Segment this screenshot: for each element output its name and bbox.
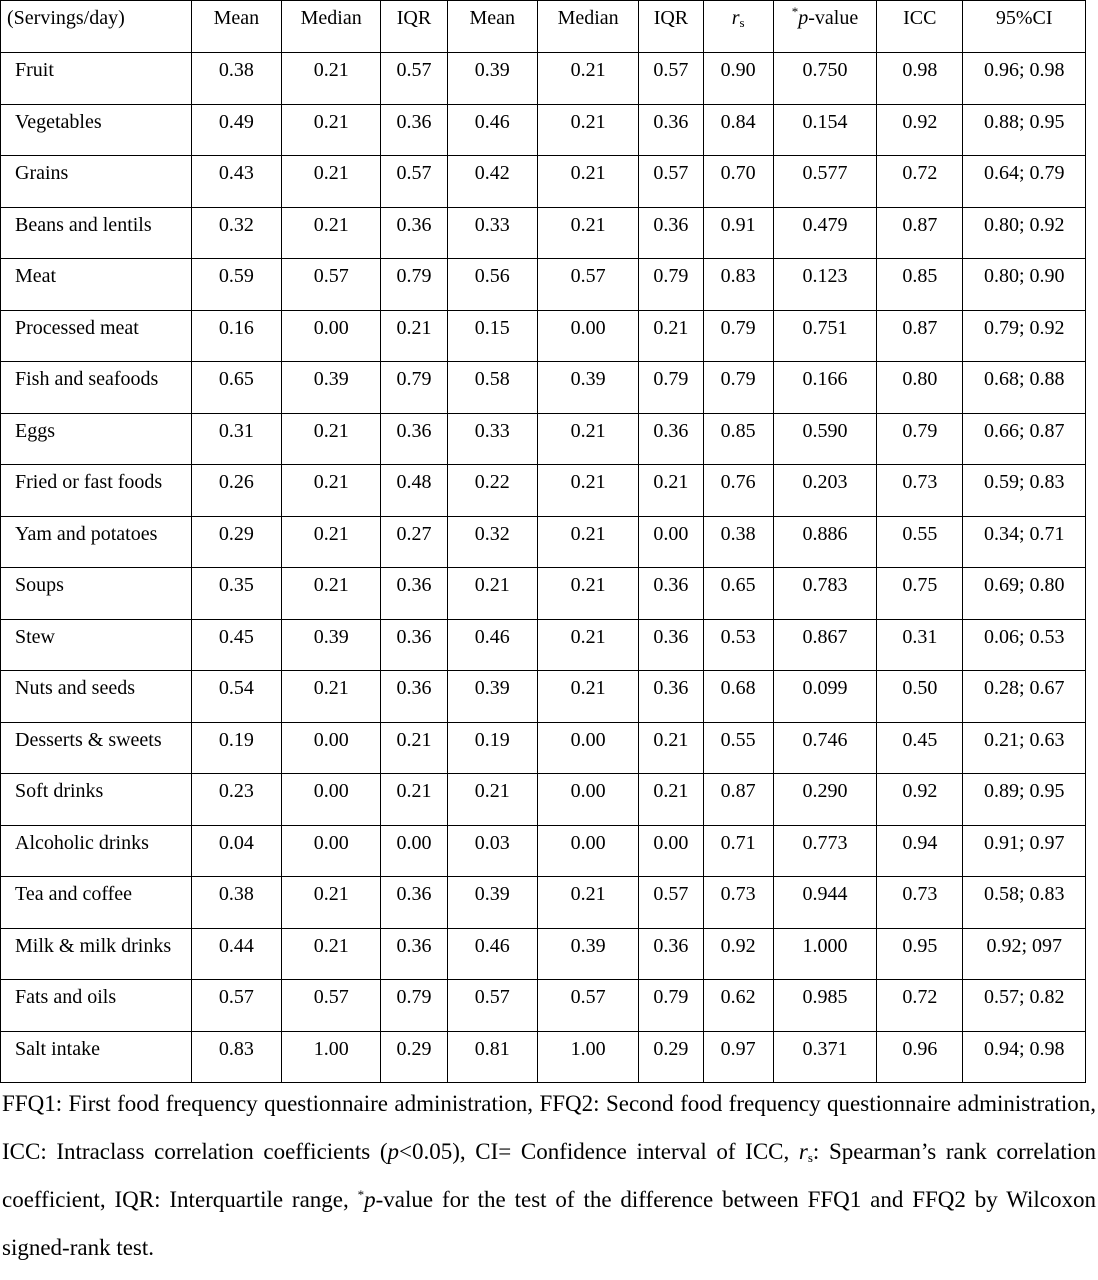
- iqr-ffq2-cell: 0.36: [639, 671, 703, 723]
- ci-95-cell: 0.69; 0.80: [963, 568, 1086, 620]
- table-row: [1, 156, 1086, 208]
- table-row: [1, 825, 1086, 877]
- spearman-rs-cell: 0.92: [703, 928, 773, 980]
- median-ffq1-cell: 0.21: [282, 568, 381, 620]
- iqr-ffq1-cell: 0.36: [381, 568, 447, 620]
- median-ffq1-cell: 0.57: [282, 980, 381, 1032]
- iqr-ffq1-cell: 0.79: [381, 980, 447, 1032]
- footnote-asterisk: *: [357, 1187, 365, 1202]
- median-ffq1-cell: 0.21: [282, 516, 381, 568]
- header-mean-ffq1: Mean: [191, 1, 281, 53]
- food-item-cell: Processed meat: [1, 310, 192, 362]
- icc-cell: 0.92: [877, 104, 963, 156]
- mean-ffq1-cell: 0.35: [191, 568, 281, 620]
- spearman-rs-cell: 0.97: [703, 1031, 773, 1083]
- table-row: [1, 413, 1086, 465]
- header-row: [1, 1, 1086, 53]
- p-value-cell: 0.479: [773, 207, 876, 259]
- median-ffq2-cell: 0.39: [537, 362, 638, 414]
- median-ffq1-cell: 0.00: [282, 310, 381, 362]
- footnote-text-1: FFQ1: First food frequency questionnaire administration, FFQ2: Second food frequency questionnaire administration, ICC: Intraclass correlation coefficients (: [2, 1091, 1096, 1164]
- p-value-suffix: -value: [808, 7, 859, 29]
- spearman-rs-cell: 0.68: [703, 671, 773, 723]
- median-ffq1-cell: 0.21: [282, 156, 381, 208]
- table-row: [1, 465, 1086, 517]
- median-ffq1-cell: 0.21: [282, 53, 381, 105]
- footnote-text-3: : Spearman’s rank correlation coefficient, IQR: Interquartile range,: [2, 1139, 1096, 1212]
- mean-ffq2-cell: 0.46: [447, 619, 537, 671]
- iqr-ffq2-cell: 0.21: [639, 465, 703, 517]
- median-ffq1-cell: 0.39: [282, 362, 381, 414]
- median-ffq2-cell: 0.21: [537, 568, 638, 620]
- iqr-ffq1-cell: 0.36: [381, 619, 447, 671]
- mean-ffq2-cell: 0.21: [447, 774, 537, 826]
- mean-ffq1-cell: 0.29: [191, 516, 281, 568]
- median-ffq2-cell: 0.00: [537, 722, 638, 774]
- iqr-ffq1-cell: 0.36: [381, 207, 447, 259]
- iqr-ffq1-cell: 0.36: [381, 928, 447, 980]
- p-value-cell: 0.590: [773, 413, 876, 465]
- icc-cell: 0.73: [877, 465, 963, 517]
- spearman-rs-cell: 0.73: [703, 877, 773, 929]
- median-ffq2-cell: 0.00: [537, 310, 638, 362]
- iqr-ffq1-cell: 0.48: [381, 465, 447, 517]
- rs-symbol: r: [731, 7, 740, 29]
- mean-ffq1-cell: 0.19: [191, 722, 281, 774]
- mean-ffq2-cell: 0.33: [447, 207, 537, 259]
- median-ffq2-cell: 0.00: [537, 825, 638, 877]
- table-row: [1, 53, 1086, 105]
- iqr-ffq2-cell: 0.36: [639, 568, 703, 620]
- food-item-cell: Tea and coffee: [1, 877, 192, 929]
- food-item-cell: Salt intake: [1, 1031, 192, 1083]
- food-item-cell: Fish and seafoods: [1, 362, 192, 414]
- icc-cell: 0.80: [877, 362, 963, 414]
- table-row: [1, 568, 1086, 620]
- iqr-ffq1-cell: 0.36: [381, 104, 447, 156]
- ci-95-cell: 0.94; 0.98: [963, 1031, 1086, 1083]
- icc-cell: 0.55: [877, 516, 963, 568]
- ci-95-cell: 0.58; 0.83: [963, 877, 1086, 929]
- spearman-rs-cell: 0.85: [703, 413, 773, 465]
- ci-95-cell: 0.80; 0.92: [963, 207, 1086, 259]
- food-item-cell: Grains: [1, 156, 192, 208]
- spearman-rs-cell: 0.62: [703, 980, 773, 1032]
- iqr-ffq1-cell: 0.27: [381, 516, 447, 568]
- food-item-cell: Vegetables: [1, 104, 192, 156]
- iqr-ffq1-cell: 0.36: [381, 413, 447, 465]
- header-icc: ICC: [877, 1, 963, 53]
- mean-ffq1-cell: 0.83: [191, 1031, 281, 1083]
- iqr-ffq2-cell: 0.36: [639, 207, 703, 259]
- median-ffq1-cell: 0.21: [282, 413, 381, 465]
- ci-95-cell: 0.28; 0.67: [963, 671, 1086, 723]
- spearman-rs-cell: 0.65: [703, 568, 773, 620]
- food-item-cell: Fats and oils: [1, 980, 192, 1032]
- spearman-rs-cell: 0.90: [703, 53, 773, 105]
- mean-ffq2-cell: 0.58: [447, 362, 537, 414]
- median-ffq2-cell: 1.00: [537, 1031, 638, 1083]
- header-median-ffq1: Median: [282, 1, 381, 53]
- table-row: [1, 1031, 1086, 1083]
- mean-ffq2-cell: 0.39: [447, 53, 537, 105]
- median-ffq2-cell: 0.21: [537, 413, 638, 465]
- mean-ffq1-cell: 0.65: [191, 362, 281, 414]
- food-item-cell: Alcoholic drinks: [1, 825, 192, 877]
- food-item-cell: Meat: [1, 259, 192, 311]
- icc-cell: 0.73: [877, 877, 963, 929]
- ci-95-cell: 0.79; 0.92: [963, 310, 1086, 362]
- iqr-ffq2-cell: 0.36: [639, 619, 703, 671]
- mean-ffq2-cell: 0.32: [447, 516, 537, 568]
- icc-cell: 0.50: [877, 671, 963, 723]
- spearman-rs-cell: 0.53: [703, 619, 773, 671]
- median-ffq2-cell: 0.57: [537, 980, 638, 1032]
- mean-ffq2-cell: 0.33: [447, 413, 537, 465]
- mean-ffq2-cell: 0.22: [447, 465, 537, 517]
- ci-95-cell: 0.92; 097: [963, 928, 1086, 980]
- header-iqr-ffq1: IQR: [381, 1, 447, 53]
- spearman-rs-cell: 0.76: [703, 465, 773, 517]
- p-value-cell: 0.371: [773, 1031, 876, 1083]
- median-ffq2-cell: 0.21: [537, 619, 638, 671]
- ci-95-cell: 0.06; 0.53: [963, 619, 1086, 671]
- iqr-ffq1-cell: 0.00: [381, 825, 447, 877]
- table-row: [1, 259, 1086, 311]
- ci-95-cell: 0.89; 0.95: [963, 774, 1086, 826]
- ci-95-cell: 0.91; 0.97: [963, 825, 1086, 877]
- icc-cell: 0.31: [877, 619, 963, 671]
- table-row: [1, 671, 1086, 723]
- food-item-cell: Eggs: [1, 413, 192, 465]
- table-row: [1, 207, 1086, 259]
- icc-cell: 0.45: [877, 722, 963, 774]
- median-ffq1-cell: 0.21: [282, 877, 381, 929]
- header-p-value: [773, 1, 876, 53]
- icc-cell: 0.72: [877, 156, 963, 208]
- median-ffq1-cell: 0.21: [282, 207, 381, 259]
- p-value-cell: 0.746: [773, 722, 876, 774]
- table-row: [1, 104, 1086, 156]
- icc-cell: 0.79: [877, 413, 963, 465]
- mean-ffq2-cell: 0.42: [447, 156, 537, 208]
- icc-cell: 0.87: [877, 207, 963, 259]
- iqr-ffq2-cell: 0.21: [639, 310, 703, 362]
- median-ffq1-cell: 0.21: [282, 928, 381, 980]
- iqr-ffq1-cell: 0.79: [381, 362, 447, 414]
- ci-95-cell: 0.57; 0.82: [963, 980, 1086, 1032]
- median-ffq2-cell: 0.21: [537, 207, 638, 259]
- food-item-cell: Soft drinks: [1, 774, 192, 826]
- table-body: [1, 53, 1086, 1083]
- iqr-ffq2-cell: 0.36: [639, 928, 703, 980]
- mean-ffq1-cell: 0.45: [191, 619, 281, 671]
- mean-ffq2-cell: 0.19: [447, 722, 537, 774]
- ci-95-cell: 0.68; 0.88: [963, 362, 1086, 414]
- mean-ffq1-cell: 0.59: [191, 259, 281, 311]
- median-ffq1-cell: 0.21: [282, 671, 381, 723]
- table-row: [1, 980, 1086, 1032]
- food-item-cell: Milk & milk drinks: [1, 928, 192, 980]
- mean-ffq2-cell: 0.46: [447, 928, 537, 980]
- iqr-ffq1-cell: 0.29: [381, 1031, 447, 1083]
- p-value-cell: 1.000: [773, 928, 876, 980]
- mean-ffq2-cell: 0.15: [447, 310, 537, 362]
- mean-ffq1-cell: 0.04: [191, 825, 281, 877]
- table-row: [1, 362, 1086, 414]
- mean-ffq2-cell: 0.39: [447, 877, 537, 929]
- header-spearman-rs: [703, 1, 773, 53]
- food-item-cell: Nuts and seeds: [1, 671, 192, 723]
- spearman-rs-cell: 0.91: [703, 207, 773, 259]
- median-ffq2-cell: 0.21: [537, 516, 638, 568]
- mean-ffq1-cell: 0.57: [191, 980, 281, 1032]
- spearman-rs-cell: 0.87: [703, 774, 773, 826]
- iqr-ffq2-cell: 0.36: [639, 104, 703, 156]
- table-footnote: [2, 1080, 1096, 1272]
- rs-subscript: s: [739, 15, 745, 30]
- p-value-cell: 0.867: [773, 619, 876, 671]
- mean-ffq1-cell: 0.54: [191, 671, 281, 723]
- mean-ffq2-cell: 0.46: [447, 104, 537, 156]
- food-item-cell: Stew: [1, 619, 192, 671]
- footnote-p-symbol: p: [387, 1139, 400, 1164]
- median-ffq1-cell: 0.39: [282, 619, 381, 671]
- ci-95-cell: 0.21; 0.63: [963, 722, 1086, 774]
- p-value-cell: 0.944: [773, 877, 876, 929]
- median-ffq1-cell: 0.00: [282, 722, 381, 774]
- icc-cell: 0.75: [877, 568, 963, 620]
- spearman-rs-cell: 0.55: [703, 722, 773, 774]
- iqr-ffq2-cell: 0.00: [639, 825, 703, 877]
- mean-ffq1-cell: 0.32: [191, 207, 281, 259]
- mean-ffq2-cell: 0.57: [447, 980, 537, 1032]
- mean-ffq1-cell: 0.38: [191, 53, 281, 105]
- icc-cell: 0.96: [877, 1031, 963, 1083]
- median-ffq2-cell: 0.21: [537, 156, 638, 208]
- median-ffq1-cell: 0.21: [282, 104, 381, 156]
- p-value-cell: 0.099: [773, 671, 876, 723]
- iqr-ffq1-cell: 0.36: [381, 671, 447, 723]
- iqr-ffq2-cell: 0.79: [639, 980, 703, 1032]
- iqr-ffq2-cell: 0.21: [639, 722, 703, 774]
- p-value-cell: 0.773: [773, 825, 876, 877]
- mean-ffq1-cell: 0.26: [191, 465, 281, 517]
- mean-ffq2-cell: 0.56: [447, 259, 537, 311]
- icc-cell: 0.87: [877, 310, 963, 362]
- p-value-cell: 0.166: [773, 362, 876, 414]
- header-median-ffq2: Median: [537, 1, 638, 53]
- iqr-ffq2-cell: 0.29: [639, 1031, 703, 1083]
- mean-ffq1-cell: 0.49: [191, 104, 281, 156]
- icc-cell: 0.98: [877, 53, 963, 105]
- mean-ffq2-cell: 0.39: [447, 671, 537, 723]
- median-ffq2-cell: 0.57: [537, 259, 638, 311]
- icc-cell: 0.85: [877, 259, 963, 311]
- mean-ffq1-cell: 0.43: [191, 156, 281, 208]
- iqr-ffq1-cell: 0.57: [381, 156, 447, 208]
- food-item-cell: Desserts & sweets: [1, 722, 192, 774]
- spearman-rs-cell: 0.71: [703, 825, 773, 877]
- icc-cell: 0.94: [877, 825, 963, 877]
- footnote-rs-symbol: r: [798, 1139, 808, 1164]
- spearman-rs-cell: 0.70: [703, 156, 773, 208]
- iqr-ffq2-cell: 0.57: [639, 53, 703, 105]
- iqr-ffq2-cell: 0.00: [639, 516, 703, 568]
- p-value-cell: 0.783: [773, 568, 876, 620]
- table-row: [1, 722, 1086, 774]
- iqr-ffq2-cell: 0.57: [639, 877, 703, 929]
- table-row: [1, 619, 1086, 671]
- p-value-cell: 0.577: [773, 156, 876, 208]
- iqr-ffq1-cell: 0.57: [381, 53, 447, 105]
- iqr-ffq1-cell: 0.21: [381, 774, 447, 826]
- icc-cell: 0.92: [877, 774, 963, 826]
- footnote-p-symbol-2: p: [364, 1187, 376, 1212]
- median-ffq2-cell: 0.00: [537, 774, 638, 826]
- spearman-rs-cell: 0.83: [703, 259, 773, 311]
- median-ffq1-cell: 0.00: [282, 774, 381, 826]
- spearman-rs-cell: 0.38: [703, 516, 773, 568]
- p-value-cell: 0.203: [773, 465, 876, 517]
- mean-ffq2-cell: 0.21: [447, 568, 537, 620]
- median-ffq2-cell: 0.21: [537, 104, 638, 156]
- header-95ci: 95%CI: [963, 1, 1086, 53]
- iqr-ffq2-cell: 0.36: [639, 413, 703, 465]
- iqr-ffq1-cell: 0.21: [381, 310, 447, 362]
- food-item-cell: Yam and potatoes: [1, 516, 192, 568]
- spearman-rs-cell: 0.79: [703, 362, 773, 414]
- median-ffq2-cell: 0.21: [537, 671, 638, 723]
- p-value-cell: 0.886: [773, 516, 876, 568]
- iqr-ffq2-cell: 0.57: [639, 156, 703, 208]
- header-mean-ffq2: Mean: [447, 1, 537, 53]
- food-item-cell: Fruit: [1, 53, 192, 105]
- median-ffq1-cell: 0.57: [282, 259, 381, 311]
- ci-95-cell: 0.34; 0.71: [963, 516, 1086, 568]
- p-value-cell: 0.123: [773, 259, 876, 311]
- mean-ffq1-cell: 0.23: [191, 774, 281, 826]
- icc-cell: 0.95: [877, 928, 963, 980]
- mean-ffq1-cell: 0.44: [191, 928, 281, 980]
- icc-cell: 0.72: [877, 980, 963, 1032]
- mean-ffq1-cell: 0.16: [191, 310, 281, 362]
- ci-95-cell: 0.96; 0.98: [963, 53, 1086, 105]
- p-value-asterisk: *: [791, 4, 799, 19]
- food-item-cell: Beans and lentils: [1, 207, 192, 259]
- spearman-rs-cell: 0.84: [703, 104, 773, 156]
- food-item-cell: Soups: [1, 568, 192, 620]
- spearman-rs-cell: 0.79: [703, 310, 773, 362]
- p-value-cell: 0.985: [773, 980, 876, 1032]
- iqr-ffq1-cell: 0.21: [381, 722, 447, 774]
- ci-95-cell: 0.64; 0.79: [963, 156, 1086, 208]
- mean-ffq1-cell: 0.31: [191, 413, 281, 465]
- median-ffq1-cell: 0.21: [282, 465, 381, 517]
- median-ffq1-cell: 1.00: [282, 1031, 381, 1083]
- iqr-ffq1-cell: 0.79: [381, 259, 447, 311]
- p-value-cell: 0.290: [773, 774, 876, 826]
- median-ffq1-cell: 0.00: [282, 825, 381, 877]
- food-item-cell: Fried or fast foods: [1, 465, 192, 517]
- table-row: [1, 516, 1086, 568]
- ci-95-cell: 0.80; 0.90: [963, 259, 1086, 311]
- p-value-cell: 0.154: [773, 104, 876, 156]
- table-row: [1, 928, 1086, 980]
- iqr-ffq2-cell: 0.79: [639, 362, 703, 414]
- mean-ffq2-cell: 0.81: [447, 1031, 537, 1083]
- p-value-cell: 0.751: [773, 310, 876, 362]
- median-ffq2-cell: 0.39: [537, 928, 638, 980]
- iqr-ffq1-cell: 0.36: [381, 877, 447, 929]
- median-ffq2-cell: 0.21: [537, 877, 638, 929]
- p-value-cell: 0.750: [773, 53, 876, 105]
- ci-95-cell: 0.88; 0.95: [963, 104, 1086, 156]
- iqr-ffq2-cell: 0.21: [639, 774, 703, 826]
- footnote-text-2: <0.05), CI= Confidence interval of ICC,: [399, 1139, 799, 1164]
- table-row: [1, 877, 1086, 929]
- mean-ffq2-cell: 0.03: [447, 825, 537, 877]
- p-symbol: p: [798, 7, 809, 29]
- ci-95-cell: 0.59; 0.83: [963, 465, 1086, 517]
- median-ffq2-cell: 0.21: [537, 53, 638, 105]
- median-ffq2-cell: 0.21: [537, 465, 638, 517]
- table-row: [1, 774, 1086, 826]
- footnote-rs-subscript: s: [807, 1150, 813, 1165]
- header-servings: (Servings/day): [1, 1, 192, 53]
- header-iqr-ffq2: IQR: [639, 1, 703, 53]
- iqr-ffq2-cell: 0.79: [639, 259, 703, 311]
- mean-ffq1-cell: 0.38: [191, 877, 281, 929]
- table-row: [1, 310, 1086, 362]
- ci-95-cell: 0.66; 0.87: [963, 413, 1086, 465]
- footnote-text-4: -value for the test of the difference between FFQ1 and FFQ2 by Wilcoxon signed-rank test.: [2, 1187, 1096, 1260]
